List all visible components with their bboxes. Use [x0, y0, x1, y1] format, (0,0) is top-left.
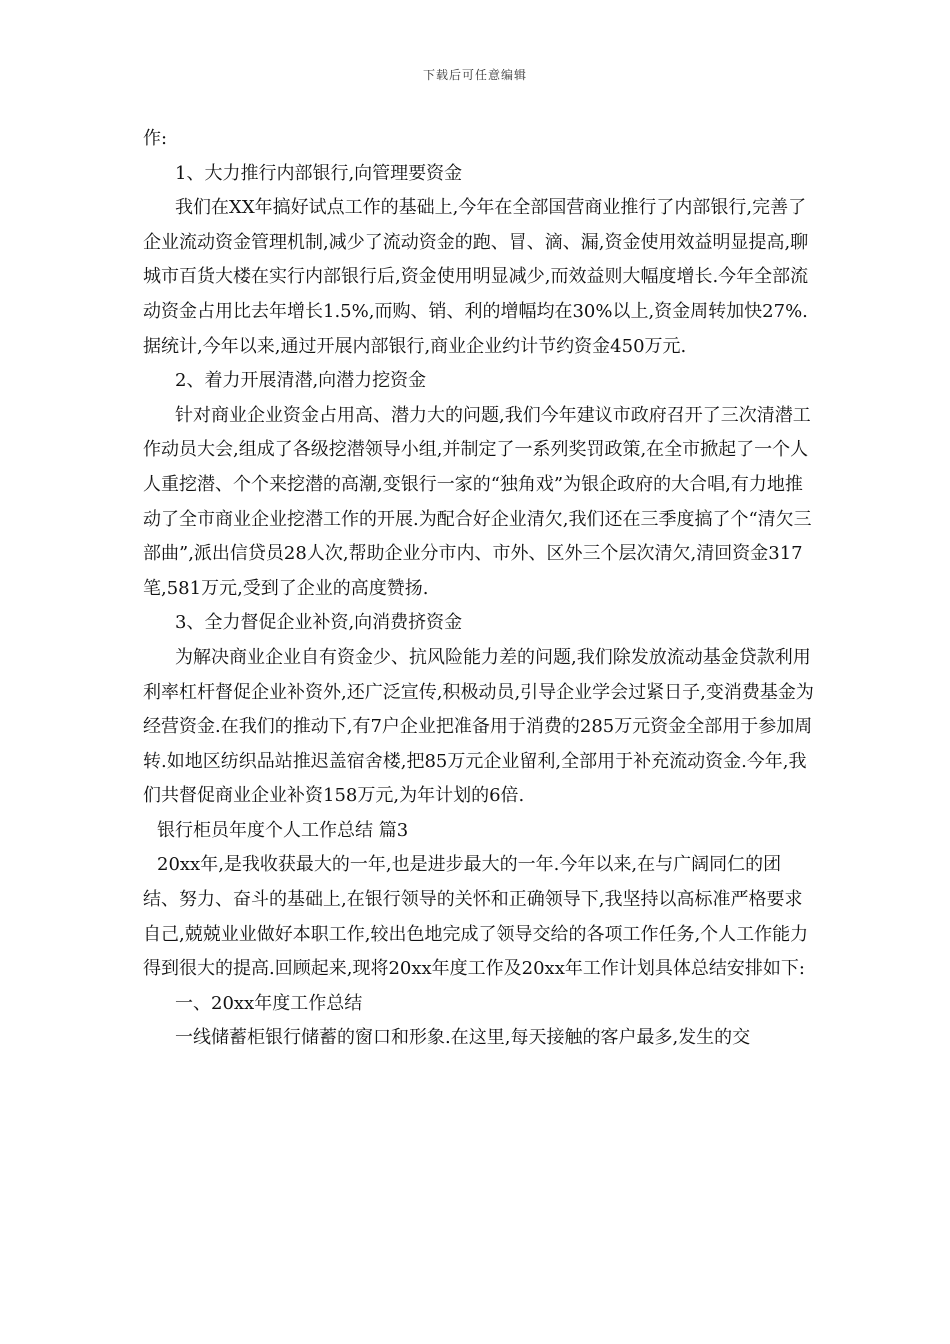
paragraph-capital-supplement: 为解决商业企业自有资金少、抗风险能力差的问题,我们除发放流动基金贷款利用利率杠杆督促企业补资外,还广泛宣传,积极动员,引导企业学会过紧日子,变消费基金为经营资金.在我们的推动下,有7户企业把准备用于消费的285万元资金全部用于参加周转.如地区纺织品站推迟盖宿舍楼,把85万元企业留利,全部用于补充流动资金.今年,我们共督促商业企业补资158万元,为年计划的6倍. — [143, 646, 814, 807]
paragraph-continuation: 作: — [143, 128, 168, 149]
section-heading-1: 1、大力推行内部银行,向管理要资金 — [175, 162, 463, 184]
section-heading-2: 2、着力开展清潜,向潜力挖资金 — [175, 370, 427, 392]
paragraph-annual-review: 20xx年,是我收获最大的一年,也是进步最大的一年.今年以来,在与广阔同仁的团结、努力、奋斗的基础上,在银行领导的关怀和正确领导下,我坚持以高标准严格要求自己,兢兢业业做好本职工作,较出色地完成了领导交给的各项工作任务,个人工作能力得到很大的提高.回顾起来,现将20xx年度工作及20xx年工作计划具体总结安排如下: — [143, 854, 809, 980]
document-body — [143, 122, 815, 1056]
paragraph-counter-window: 一线储蓄柜银行储蓄的窗口和形象.在这里,每天接触的客户最多,发生的交 — [175, 1027, 751, 1049]
page-header: 下载后可任意编辑 — [422, 68, 527, 82]
section-heading-annual-summary: 一、20xx年度工作总结 — [175, 992, 363, 1014]
paragraph-internal-bank: 我们在XX年搞好试点工作的基础上,今年在全部国营商业推行了内部银行,完善了企业流动资金管理机制,减少了流动资金的跑、冒、滴、漏,资金使用效益明显提高,聊城市百货大楼在实行内部银行后,资金使用明显减少,而效益则大幅度增长.今年全部流动资金占用比去年增长1.5%,而购、销、利的增幅均在30%以上,资金周转加快27%.据统计,今年以来,通过开展内部银行,商业企业约计节约资金450万元. — [143, 197, 809, 357]
document-subtitle: 银行柜员年度个人工作总结 篇3 — [157, 819, 409, 841]
paragraph-clearing-potential: 针对商业企业资金占用高、潜力大的问题,我们今年建议市政府召开了三次清潜工作动员大会,组成了各级挖潜领导小组,并制定了一系列奖罚政策,在全市掀起了一个人人重挖潜、个个来挖潜的高潮,变银行一家的“独角戏”为银企政府的大合唱,有力地推动了全市商业企业挖潜工作的开展.为配合好企业清欠,我们还在三季度搞了个“清欠三部曲”,派出信贷员28人次,帮助企业分市内、市外、区外三个层次清欠,清回资金317笔,581万元,受到了企业的高度赞扬. — [143, 404, 812, 599]
section-heading-3: 3、全力督促企业补资,向消费挤资金 — [175, 612, 463, 634]
